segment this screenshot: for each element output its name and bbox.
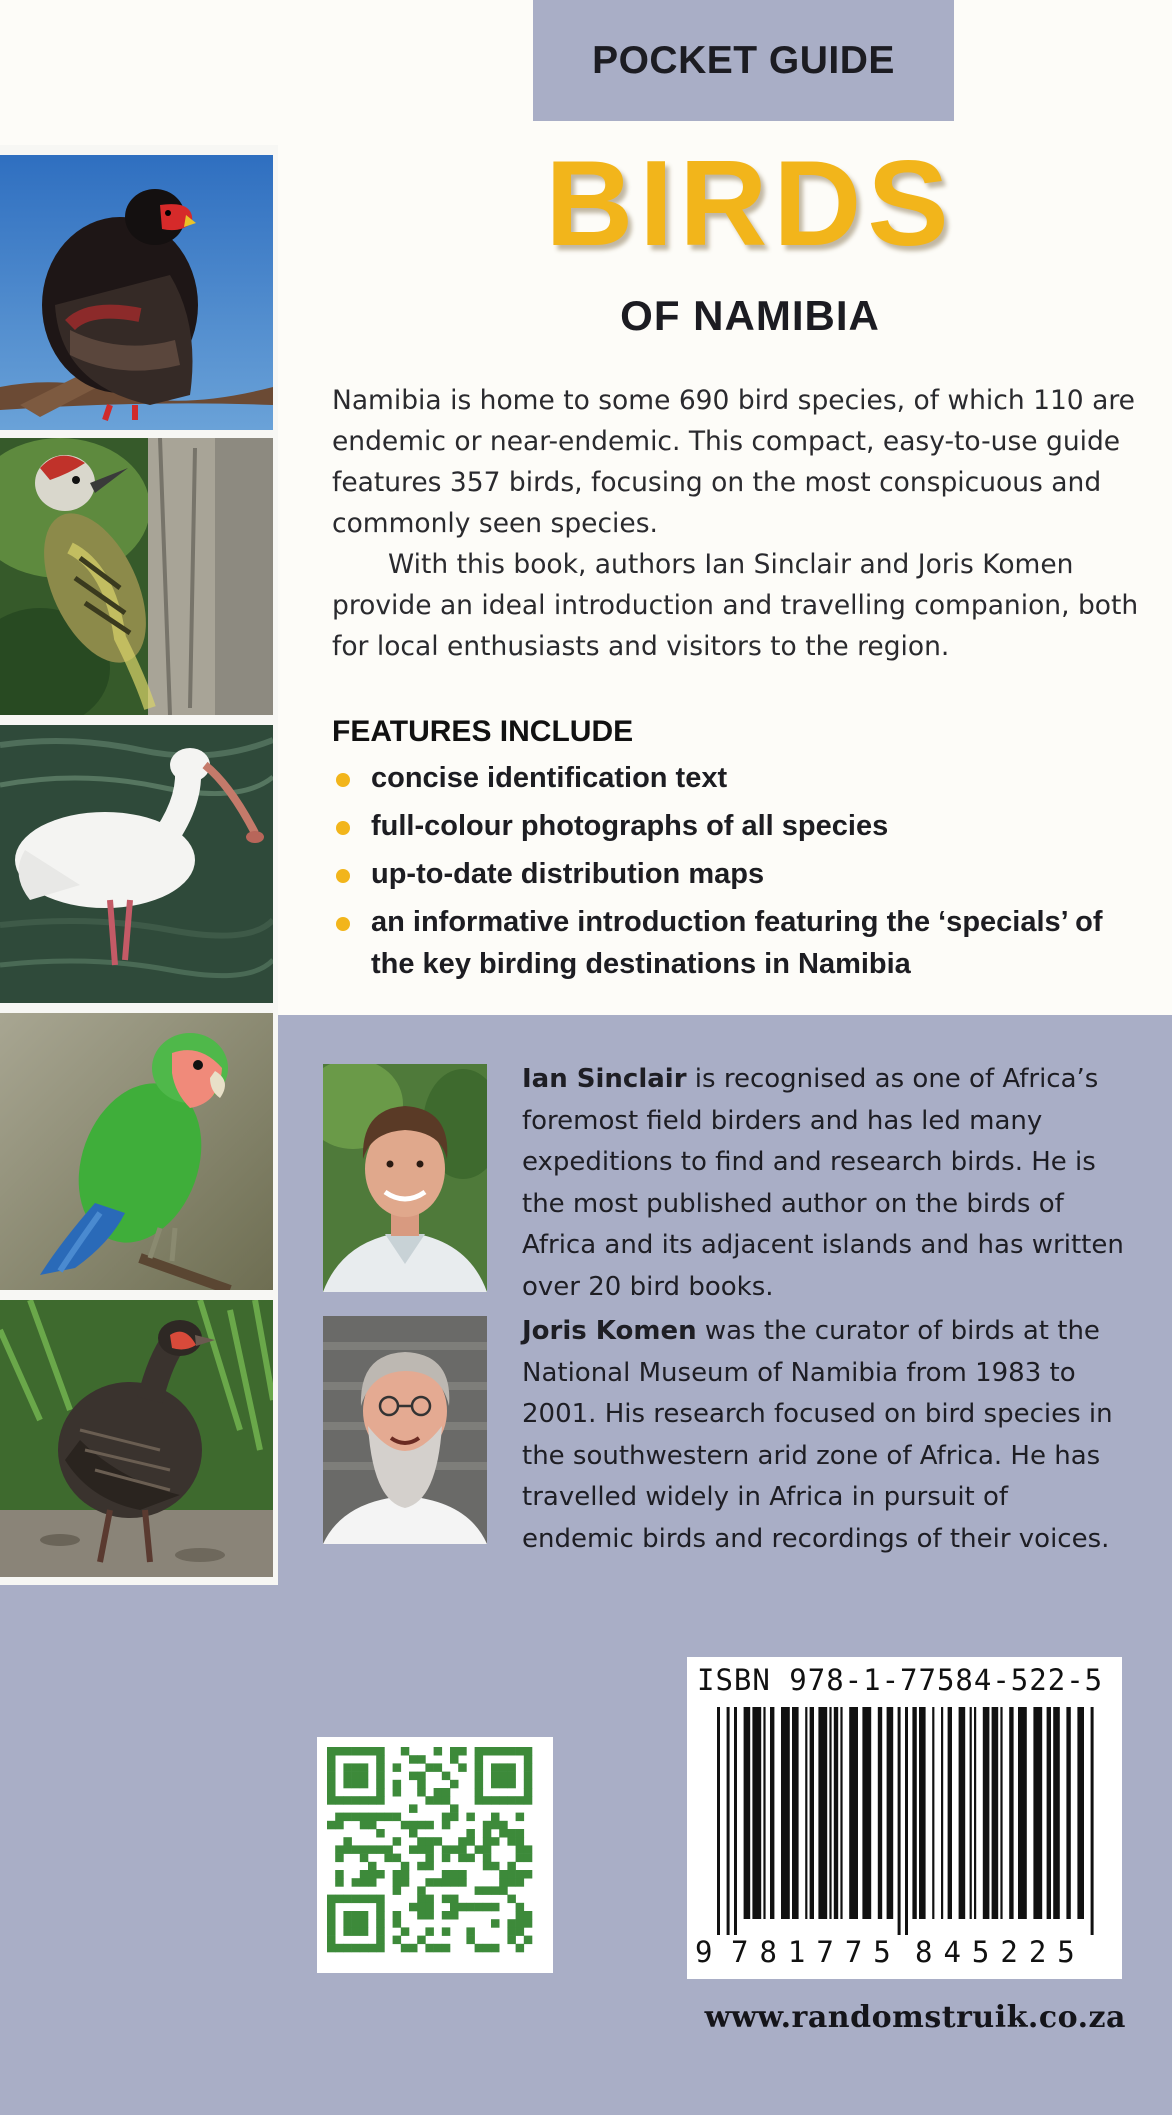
author-name: Ian Sinclair [522, 1064, 687, 1094]
author-bio-text: is recognised as one of Africa’s foremost field birders and has led many expeditions to find and research birds. He is the most published author on the birds of Africa and its adjacent islands and has written over 20 bird books. [522, 1064, 1124, 1302]
qr-code[interactable] [317, 1737, 553, 1973]
yellow-dot-icon [336, 917, 350, 931]
yellow-dot-icon [336, 821, 350, 835]
feature-text: up-to-date distribution maps [371, 858, 765, 890]
features-heading: FEATURES INCLUDE [332, 715, 634, 748]
series-label: POCKET GUIDE [592, 38, 895, 82]
author-bio [522, 1059, 1127, 1308]
book-subtitle: OF NAMIBIA [620, 292, 880, 339]
barcode-bars [697, 1707, 1112, 1935]
feature-item [332, 853, 1152, 895]
bateleur-eagle-photo [0, 155, 273, 430]
feature-text: full-colour photographs of all species [371, 810, 889, 842]
barcode-digit-lead: 9 [695, 1935, 713, 1969]
isbn-label: ISBN 978-1-77584-522-5 [697, 1663, 1104, 1697]
book-title: BIRDS [545, 135, 955, 271]
author-bio-text: was the curator of birds at the National Museum of Namibia from 1983 to 2001. His research focused on bird species in the southwestern arid zone of Africa. He has travelled widely in Africa in pursuit of endemic birds and recordings of their voices. [522, 1316, 1113, 1554]
isbn-barcode [687, 1657, 1122, 1979]
publisher-url[interactable]: www.randomstruik.co.za [704, 2000, 1126, 2035]
intro-paragraph: Namibia is home to some 690 bird species, of which 110 are endemic or near-endemic. This compact, easy-to-use guide features 357 birds, focusing on the most conspicuous and commonly seen species. [332, 385, 1135, 539]
feature-item [332, 757, 1152, 799]
barcode-digits-right: 845225 [915, 1935, 1086, 1969]
yellow-dot-icon [336, 773, 350, 787]
spurfowl-photo [0, 1300, 273, 1577]
lovebird-photo [0, 1013, 273, 1290]
author-portrait-joris-komen [323, 1316, 487, 1544]
intro-text [332, 380, 1147, 667]
author-portrait-ian-sinclair [323, 1064, 487, 1292]
feature-item [332, 901, 1152, 985]
features-list [332, 757, 1152, 991]
series-banner [533, 0, 954, 121]
feature-text: an informative introduction featuring the ‘specials’ of the key birding destinations in Namibia [371, 906, 1103, 980]
qr-code-graphic [317, 1737, 553, 1973]
barcode-digits-left: 781775 [731, 1935, 902, 1969]
woodpecker-photo [0, 438, 273, 715]
author-name: Joris Komen [522, 1316, 697, 1346]
feature-item [332, 805, 1152, 847]
yellow-dot-icon [336, 869, 350, 883]
intro-paragraph: With this book, authors Ian Sinclair and Joris Komen provide an ideal introduction and travelling companion, both for local enthusiasts and visitors to the region. [332, 549, 1139, 662]
spoonbill-photo [0, 725, 273, 1003]
author-bio [522, 1311, 1127, 1560]
feature-text: concise identification text [371, 762, 728, 794]
